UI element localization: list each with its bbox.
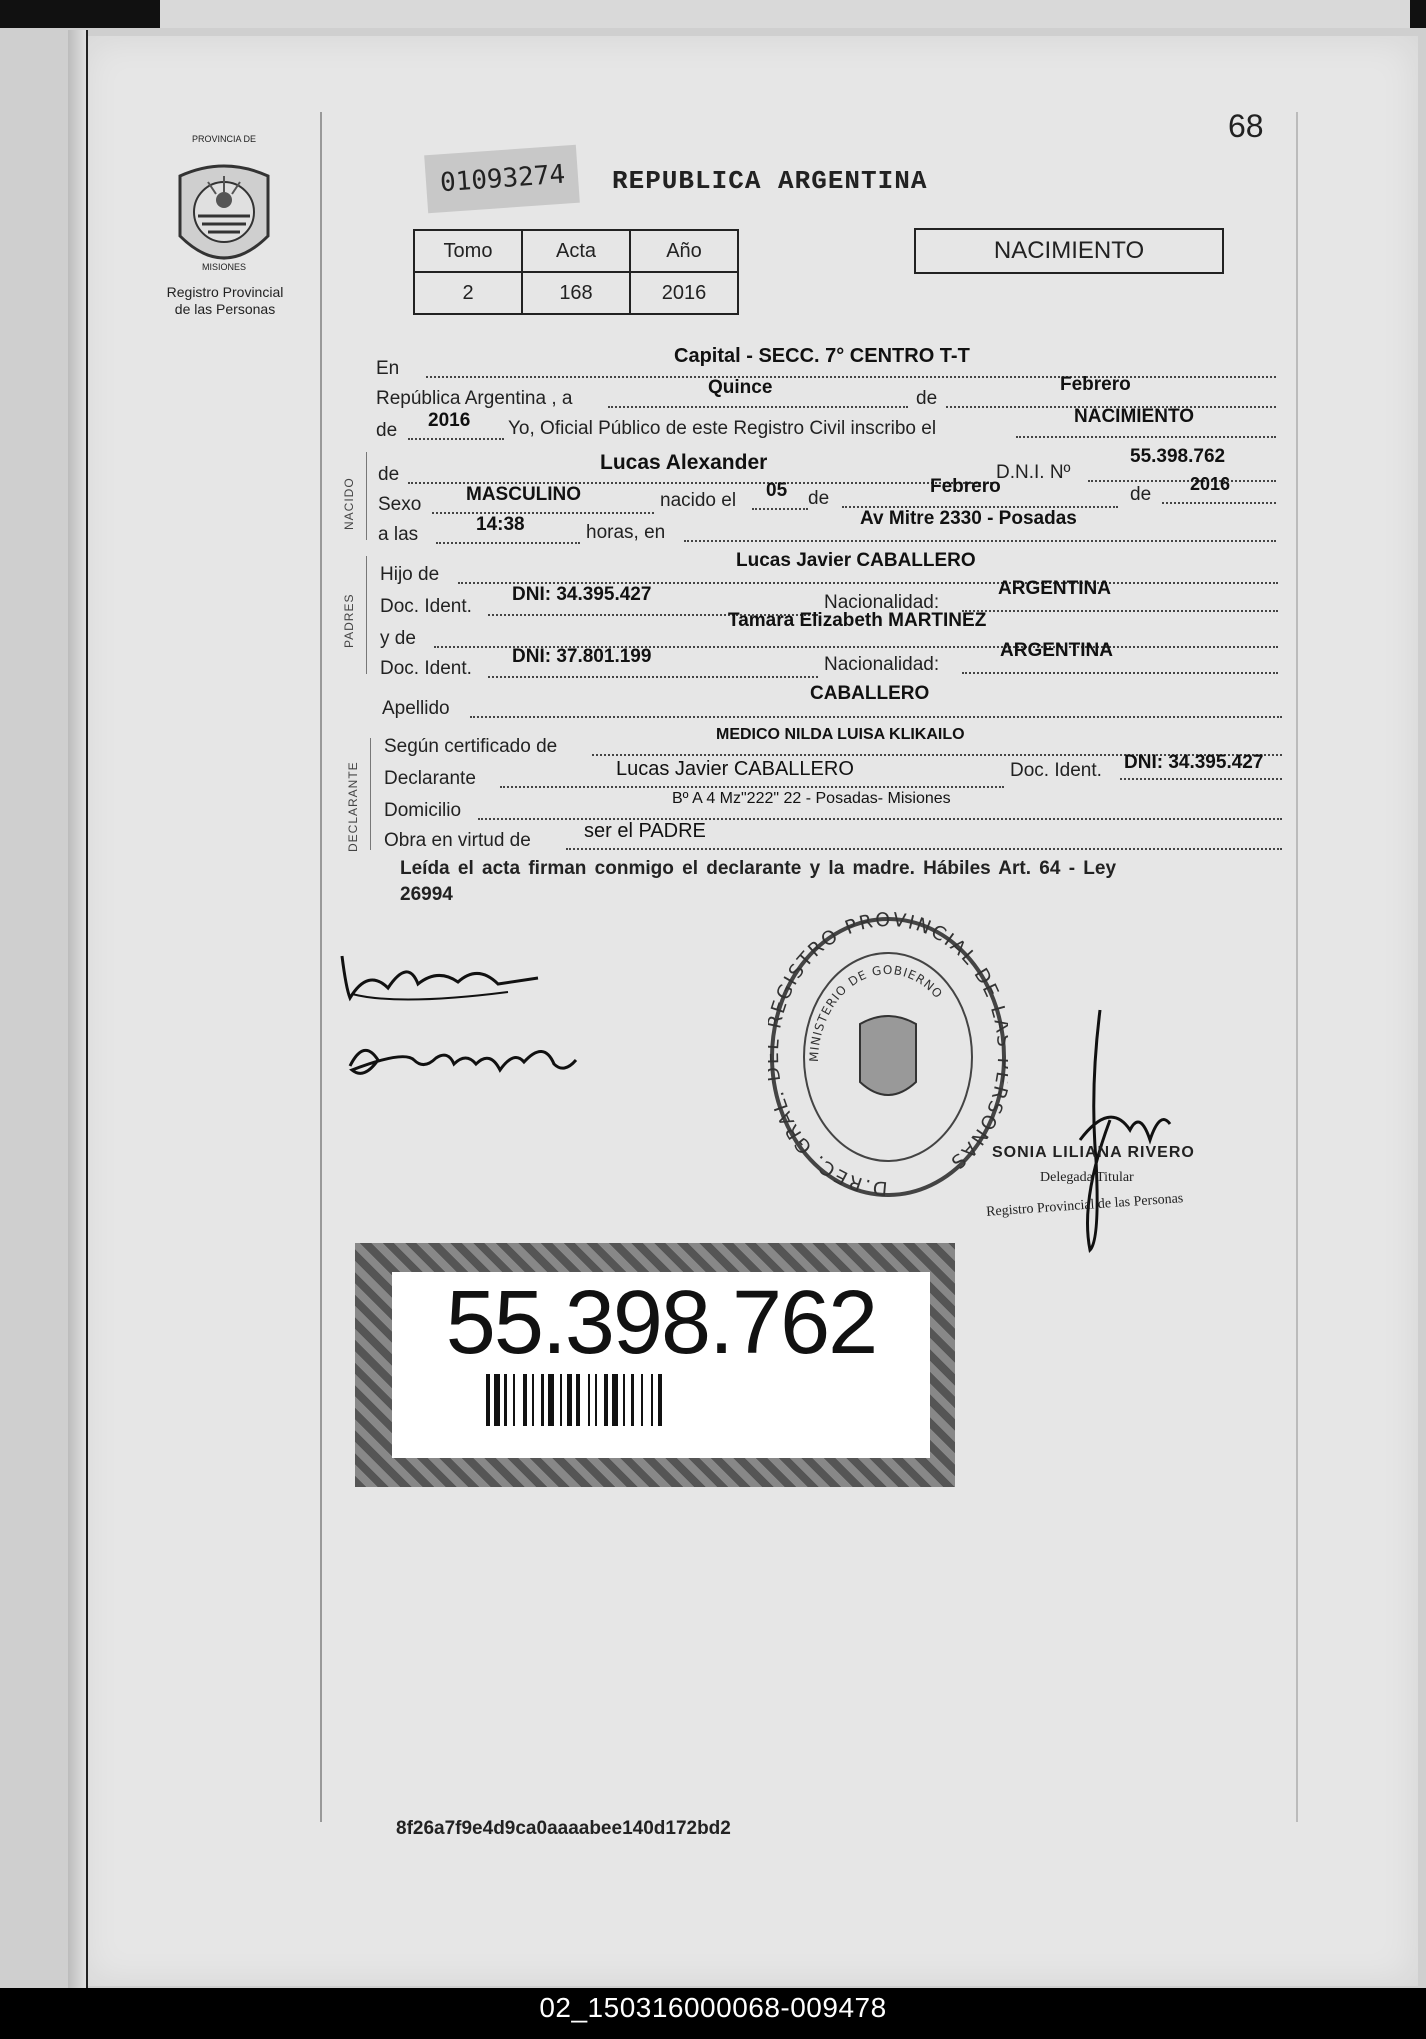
barcode-bar	[576, 1374, 580, 1426]
de-label-3: de	[1130, 484, 1152, 505]
barcode-bars	[486, 1374, 826, 1426]
dotted-line	[426, 376, 1276, 378]
mother-name: Tamara Elizabeth MARTINEZ	[728, 610, 987, 631]
dotted-line	[684, 540, 1276, 542]
dotted-line	[566, 848, 1282, 850]
inscribed-value: NACIMIENTO	[1074, 406, 1194, 427]
apellido-label: Apellido	[382, 698, 450, 719]
closing-line-1: Leída el acta firman conmigo el declarante y la madre. Hábiles Art. 64 - Ley	[400, 858, 1117, 879]
dotted-line	[408, 438, 504, 440]
mother-doc: DNI: 37.801.199	[512, 646, 652, 667]
mother-doc-label: Doc. Ident.	[380, 658, 472, 679]
barcode-bar	[567, 1374, 572, 1426]
binding-edge	[68, 30, 88, 1990]
registry-name-line1: Registro Provincial	[166, 284, 284, 300]
birth-place: Av Mitre 2330 - Posadas	[860, 508, 1077, 529]
stamp-ring-text: D.REC. GRAL. EGISTRO PROVINCIAL DE SONAS	[768, 912, 1007, 1200]
obra-label: Obra en virtud de	[384, 830, 531, 851]
barcode-bar	[560, 1374, 562, 1426]
de2-label: de	[376, 420, 398, 441]
day-word: Quince	[708, 377, 773, 398]
barcode-bar	[523, 1374, 527, 1426]
barcode-bar	[604, 1374, 608, 1426]
barcode-bar	[504, 1374, 507, 1426]
official-office: Registro Provincial de las Personas	[985, 1191, 1184, 1220]
dotted-line	[1162, 502, 1276, 504]
yde-label: y de	[380, 628, 416, 649]
mother-nat-label: Nacionalidad:	[824, 654, 940, 675]
place-value: Capital - SECC. 7° CENTRO T-T	[674, 345, 970, 367]
hijo-label: Hijo de	[380, 564, 440, 585]
nacido-el-label: nacido el	[660, 490, 737, 511]
birth-day: 05	[766, 480, 788, 501]
signature-official	[1040, 1000, 1240, 1260]
registry-stamp	[768, 912, 1008, 1202]
barcode-bar	[541, 1374, 544, 1426]
serial-stamp	[424, 145, 580, 213]
barcode-bar	[486, 1374, 490, 1426]
dotted-line	[1016, 436, 1276, 438]
certificado-value: MEDICO NILDA LUISA KLIKAILO	[716, 726, 965, 743]
barcode-bar	[612, 1374, 618, 1426]
registry-name-line2: de las Personas	[174, 301, 276, 317]
nacido-de-label: de	[378, 464, 400, 485]
table-header-acta: Acta	[522, 230, 630, 272]
dotted-line	[488, 676, 818, 678]
birth-year: 2016	[1190, 474, 1231, 494]
dotted-line	[962, 610, 1278, 612]
barcode-number: 55.398.762	[445, 1273, 877, 1373]
official-title: Delegada Titular	[1040, 1170, 1134, 1185]
barcode-bar	[631, 1374, 634, 1426]
month-value: Febrero	[1060, 374, 1131, 395]
official-name: SONIA LILIANA RIVERO	[992, 1144, 1195, 1161]
obra-value: ser el PADRE	[584, 820, 706, 842]
closing-line-2: 26994	[400, 884, 453, 905]
signature-declarante	[338, 948, 558, 1018]
father-doc: DNI: 34.395.427	[512, 584, 652, 605]
section-label-nacido: NACIDO	[342, 477, 356, 530]
left-margin-line	[320, 112, 322, 1822]
declarante-doc: DNI: 34.395.427	[1124, 752, 1264, 773]
dotted-line	[608, 406, 908, 408]
table-value-tomo: 2	[414, 272, 522, 314]
father-nationality: ARGENTINA	[998, 578, 1111, 599]
child-dni: 55.398.762	[1130, 446, 1226, 467]
footer-file-code: 02_150316000068-009478	[539, 1992, 887, 2023]
dotted-line	[470, 716, 1282, 718]
dotted-line	[500, 786, 1004, 788]
table-header-tomo: Tomo	[414, 230, 522, 272]
signature-madre	[344, 1030, 584, 1090]
table-value-anio: 2016	[630, 272, 738, 314]
section-bracket	[366, 452, 367, 540]
section-label-declarante: DECLARANTE	[346, 761, 360, 852]
page-number: 68	[1228, 108, 1264, 144]
declarante-doc-label: Doc. Ident.	[1010, 760, 1102, 781]
alas-label: a las	[378, 524, 419, 545]
stamp-inner-text: MINISTERIO DE GOBIERNO	[806, 963, 946, 1063]
serial-number: 01093274	[439, 159, 567, 199]
acta-table	[413, 229, 739, 315]
father-name: Lucas Javier CABALLERO	[736, 550, 976, 571]
dotted-line	[432, 512, 654, 514]
father-doc-label: Doc. Ident.	[380, 596, 472, 617]
apellido-value: CABALLERO	[810, 683, 930, 704]
declarante-value: Lucas Javier CABALLERO	[616, 758, 854, 780]
barcode-bar	[588, 1374, 590, 1426]
mother-nationality: ARGENTINA	[1000, 640, 1113, 661]
record-type-box: NACIMIENTO	[914, 228, 1224, 274]
sexo-value: MASCULINO	[466, 484, 582, 505]
section-bracket	[370, 738, 371, 850]
country-title: REPUBLICA ARGENTINA	[612, 166, 928, 196]
dotted-line	[436, 542, 580, 544]
barcode-bar	[532, 1374, 534, 1426]
table-value-acta: 168	[522, 272, 630, 314]
declarante-label: Declarante	[384, 768, 476, 789]
document-hash: 8f26a7f9e4d9ca0aaaabee140d172bd2	[396, 1818, 731, 1839]
barcode-bar	[623, 1374, 625, 1426]
dotted-line	[962, 672, 1278, 674]
domicilio-value: Bº A 4 Mz"222" 22 - Posadas- Misiones	[672, 790, 951, 807]
oficial-text: Yo, Oficial Público de este Registro Civil inscribo el	[508, 418, 937, 439]
de-label: de	[916, 388, 938, 409]
birth-time: 14:38	[476, 514, 525, 535]
top-page-edge	[160, 0, 1410, 28]
domicilio-label: Domicilio	[384, 800, 462, 821]
barcode-bar	[595, 1374, 597, 1426]
de-label-2: de	[808, 488, 830, 509]
barcode-bar	[548, 1374, 554, 1426]
en-label: En	[376, 358, 400, 379]
dni-label: D.N.I. Nº	[996, 462, 1071, 483]
section-bracket	[366, 556, 367, 674]
seal-bottom-text: MISIONES	[201, 262, 246, 272]
section-label-padres: PADRES	[342, 593, 356, 648]
year-value: 2016	[428, 410, 471, 431]
table-header-anio: Año	[630, 230, 738, 272]
father-nat-label: Nacionalidad:	[824, 592, 940, 613]
barcode-bar	[494, 1374, 500, 1426]
sexo-label: Sexo	[378, 494, 422, 515]
right-margin-line	[1296, 112, 1298, 1822]
barcode-bar	[641, 1374, 643, 1426]
republica-label: República Argentina , a	[376, 388, 573, 409]
seal-top-text: PROVINCIA DE	[191, 134, 256, 144]
barcode-bar	[651, 1374, 653, 1426]
certificado-label: Según certificado de	[384, 736, 558, 757]
child-name: Lucas Alexander	[600, 451, 768, 474]
birth-month: Febrero	[930, 476, 1001, 497]
barcode-bar	[658, 1374, 662, 1426]
dotted-line	[1120, 778, 1282, 780]
horas-label: horas, en	[586, 522, 666, 543]
barcode-bar	[513, 1374, 515, 1426]
dotted-line	[752, 508, 808, 510]
dotted-line	[1088, 480, 1276, 482]
